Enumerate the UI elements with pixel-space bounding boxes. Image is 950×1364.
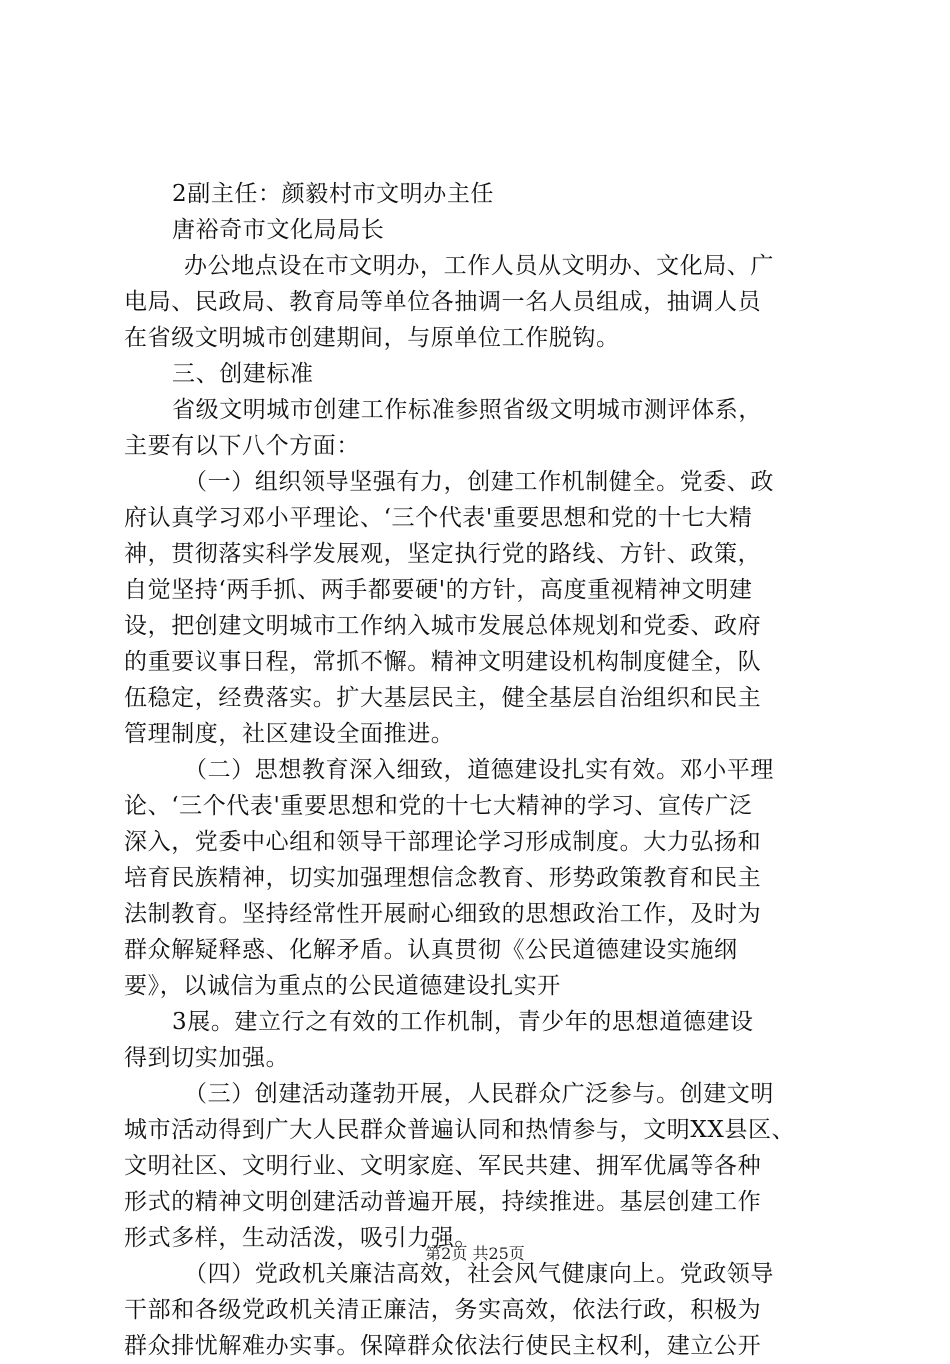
text-line: 唐裕奇市文化局局长	[172, 217, 385, 243]
text-line: 得到切实加强。	[124, 1045, 290, 1071]
text-line: 自觉坚持‘两手抓、两手都要硬'的方针，高度重视精神文明建	[124, 577, 753, 603]
page-footer: 第2页 共25页	[425, 1244, 525, 1263]
text-line: 神，贯彻落实科学发展观，坚定执行党的路线、方针、政策，	[124, 541, 762, 567]
text-line: 深入，党委中心组和领导干部理论学习形成制度。大力弘扬和	[124, 829, 762, 855]
text-line: 培育民族精神，切实加强理想信念教育、形势政策教育和民主	[124, 865, 762, 891]
text-line: 三、创建标准	[172, 361, 314, 387]
text-line: 设，把创建文明城市工作纳入城市发展总体规划和党委、政府	[124, 613, 762, 639]
text-line: 形式多样，生动活泼，吸引力强。	[124, 1225, 478, 1251]
text-line: 府认真学习邓小平理论、‘三个代表'重要思想和党的十七大精	[124, 505, 753, 531]
text-line: 群众排忧解难办实事。保障群众依法行使民主权利，建立公开	[124, 1333, 762, 1359]
text-line: 管理制度，社区建设全面推进。	[124, 721, 455, 747]
text-line: 要》，以诚信为重点的公民道德建设扎实开	[124, 973, 561, 999]
text-line: 文明社区、文明行业、文明家庭、军民共建、拥军优属等各种	[124, 1153, 762, 1179]
text-line: （二）思想教育深入细致，道德建设扎实有效。邓小平理	[184, 757, 774, 783]
document-body	[124, 176, 832, 1364]
text-line: （三）创建活动蓬勃开展，人民群众广泛参与。创建文明	[184, 1081, 774, 1107]
text-line: 城市活动得到广大人民群众普遍认同和热情参与，文明XX县区、	[124, 1117, 796, 1143]
text-line: 论、‘三个代表'重要思想和党的十七大精神的学习、宣传广泛	[124, 793, 753, 819]
text-line: 主要有以下八个方面：	[124, 433, 360, 459]
text-line: 群众解疑释惑、化解矛盾。认真贯彻《公民道德建设实施纲	[124, 937, 738, 963]
text-line: 形式的精神文明创建活动普遍开展，持续推进。基层创建工作	[124, 1189, 762, 1215]
text-line: 电局、民政局、教育局等单位各抽调一名人员组成，抽调人员	[124, 289, 762, 315]
text-line: （一）组织领导坚强有力，创建工作机制健全。党委、政	[184, 469, 774, 495]
text-line: 办公地点设在市文明办，工作人员从文明办、文化局、广	[184, 253, 774, 279]
text-line: （四）党政机关廉洁高效，社会风气健康向上。党政领导	[184, 1261, 774, 1287]
text-line: 法制教育。坚持经常性开展耐心细致的思想政治工作，及时为	[124, 901, 762, 927]
text-line: 的重要议事日程，常抓不懈。精神文明建设机构制度健全，队	[124, 649, 762, 675]
text-line: 在省级文明城市创建期间，与原单位工作脱钩。	[124, 325, 620, 351]
text-line: 干部和各级党政机关清正廉洁，务实高效，依法行政，积极为	[124, 1297, 762, 1323]
text-line: 省级文明城市创建工作标准参照省级文明城市测评体系，	[172, 397, 762, 423]
text-line: 3展。建立行之有效的工作机制，青少年的思想道德建设	[172, 1009, 754, 1035]
text-line: 2副主任：颜毅村市文明办主任	[172, 181, 495, 207]
text-line: 伍稳定，经费落实。扩大基层民主，健全基层自治组织和民主	[124, 685, 762, 711]
